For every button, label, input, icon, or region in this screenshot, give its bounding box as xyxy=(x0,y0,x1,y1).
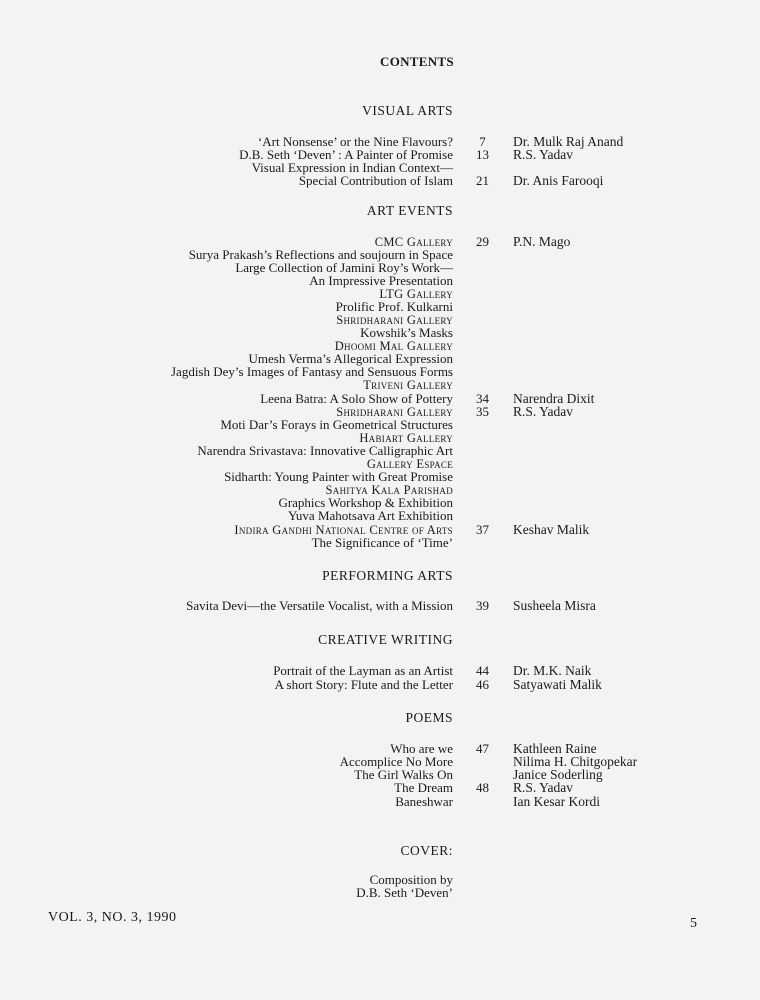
toc-row xyxy=(0,509,760,523)
toc-page: 48 xyxy=(476,780,489,795)
toc-title: Visual Expression in Indian Context— xyxy=(251,160,453,175)
toc-title: Yuva Mahotsava Art Exhibition xyxy=(287,508,453,523)
toc-title: Special Contribution of Islam xyxy=(298,173,453,188)
toc-row xyxy=(0,174,760,188)
cover-artist: D.B. Seth ‘Deven’ xyxy=(356,885,453,900)
toc-row xyxy=(0,795,760,809)
toc-row xyxy=(0,300,760,314)
toc-row xyxy=(0,664,760,678)
toc-title: The Significance of ‘Time’ xyxy=(311,535,453,550)
toc-gallery: Shridharani Gallery xyxy=(336,405,453,419)
toc-author: Janice Soderling xyxy=(513,767,603,782)
toc-author: Keshav Malik xyxy=(513,522,590,537)
toc-gallery: Gallery Espace xyxy=(366,457,453,471)
toc-page: 29 xyxy=(476,234,489,249)
toc-title: The Dream xyxy=(394,780,453,795)
toc-row xyxy=(0,365,760,379)
toc-gallery: LTG Gallery xyxy=(379,287,453,301)
toc-page: 44 xyxy=(476,663,489,678)
toc-gallery: Indira Gandhi National Centre of Arts xyxy=(234,523,453,537)
toc-page: 21 xyxy=(476,173,489,188)
toc-page: 34 xyxy=(476,391,489,406)
toc-title: Who are we xyxy=(390,741,453,756)
toc-author: R.S. Yadav xyxy=(513,780,574,795)
toc-gallery: Sahitya Kala Parishad xyxy=(325,483,453,497)
toc-gallery: Dhoomi Mal Gallery xyxy=(334,339,453,353)
toc-title: Leena Batra: A Solo Show of Pottery xyxy=(260,391,453,406)
toc-page: 46 xyxy=(476,677,489,692)
toc-title: Sidharth: Young Painter with Great Promise xyxy=(224,469,453,484)
toc-row xyxy=(0,418,760,432)
toc-title: Umesh Verma’s Allegorical Expression xyxy=(248,351,453,366)
toc-title: Jagdish Dey’s Images of Fantasy and Sensuous Forms xyxy=(170,364,453,379)
toc-row xyxy=(0,886,760,900)
toc-author: Ian Kesar Kordi xyxy=(513,794,600,809)
toc-author: Nilima H. Chitgopekar xyxy=(513,754,638,769)
toc-title: The Girl Walks On xyxy=(354,767,453,782)
toc-author: R.S. Yadav xyxy=(513,147,574,162)
toc-author: Dr. M.K. Naik xyxy=(513,663,592,678)
toc-author: Susheela Misra xyxy=(513,598,596,613)
toc-title: Kowshik’s Masks xyxy=(360,325,453,340)
section-heading-performing-arts: PERFORMING ARTS xyxy=(322,568,453,583)
toc-title: An Impressive Presentation xyxy=(309,273,453,288)
toc-author: Dr. Mulk Raj Anand xyxy=(513,134,624,149)
toc-page: 39 xyxy=(476,598,489,613)
toc-row xyxy=(0,678,760,692)
toc-row xyxy=(0,768,760,782)
toc-author: P.N. Mago xyxy=(513,234,571,249)
toc-row xyxy=(0,274,760,288)
section-heading-creative-writing: CREATIVE WRITING xyxy=(318,632,453,647)
toc-title: Graphics Workshop & Exhibition xyxy=(278,495,453,510)
toc-author: Satyawati Malik xyxy=(513,677,602,692)
toc-row xyxy=(0,326,760,340)
toc-title: Portrait of the Layman as an Artist xyxy=(273,663,453,678)
toc-row xyxy=(0,444,760,458)
cover-credit-line: Composition by xyxy=(369,872,453,887)
section-heading-visual-arts: VISUAL ARTS xyxy=(362,103,453,118)
toc-title: Moti Dar’s Forays in Geometrical Structures xyxy=(220,417,453,432)
toc-title: ‘Art Nonsense’ or the Nine Flavours? xyxy=(257,134,453,149)
page-number: 5 xyxy=(690,916,697,931)
toc-row xyxy=(0,392,760,406)
toc-author: Narendra Dixit xyxy=(513,391,595,406)
toc-gallery: Triveni Gallery xyxy=(363,378,453,392)
toc-title: A short Story: Flute and the Letter xyxy=(274,677,453,692)
toc-page: 7 xyxy=(479,134,486,149)
toc-title: Large Collection of Jamini Roy’s Work— xyxy=(235,260,453,275)
page-title: CONTENTS xyxy=(380,54,454,69)
toc-page: 47 xyxy=(476,741,489,756)
toc-gallery: Habiart Gallery xyxy=(359,431,453,445)
toc-page: 35 xyxy=(476,404,489,419)
toc-title: Surya Prakash’s Reflections and soujourn in Space xyxy=(188,247,453,262)
toc-title: D.B. Seth ‘Deven’ : A Painter of Promise xyxy=(239,147,453,162)
toc-title: Prolific Prof. Kulkarni xyxy=(335,299,453,314)
toc-page: 37 xyxy=(476,522,489,537)
toc-row xyxy=(0,599,760,613)
toc-title: Baneshwar xyxy=(395,794,453,809)
toc-author: R.S. Yadav xyxy=(513,404,574,419)
section-heading-cover: COVER: xyxy=(400,843,453,858)
section-heading-poems: POEMS xyxy=(405,710,453,725)
toc-title: Savita Devi—the Versatile Vocalist, with a Mission xyxy=(186,598,453,613)
toc-title: Accomplice No More xyxy=(339,754,453,769)
toc-gallery: CMC Gallery xyxy=(374,235,453,249)
toc-author: Dr. Anis Farooqi xyxy=(513,173,604,188)
section-heading-art-events: ART EVENTS xyxy=(366,203,453,218)
toc-row xyxy=(0,536,760,550)
toc-gallery: Shridharani Gallery xyxy=(336,313,453,327)
toc-author: Kathleen Raine xyxy=(513,741,597,756)
issue-info: VOL. 3, NO. 3, 1990 xyxy=(48,910,177,925)
toc-row xyxy=(0,781,760,795)
toc-page: 13 xyxy=(476,147,489,162)
toc-row xyxy=(0,470,760,484)
toc-title: Narendra Srivastava: Innovative Calligraphic Art xyxy=(197,443,453,458)
toc-row xyxy=(0,378,760,392)
